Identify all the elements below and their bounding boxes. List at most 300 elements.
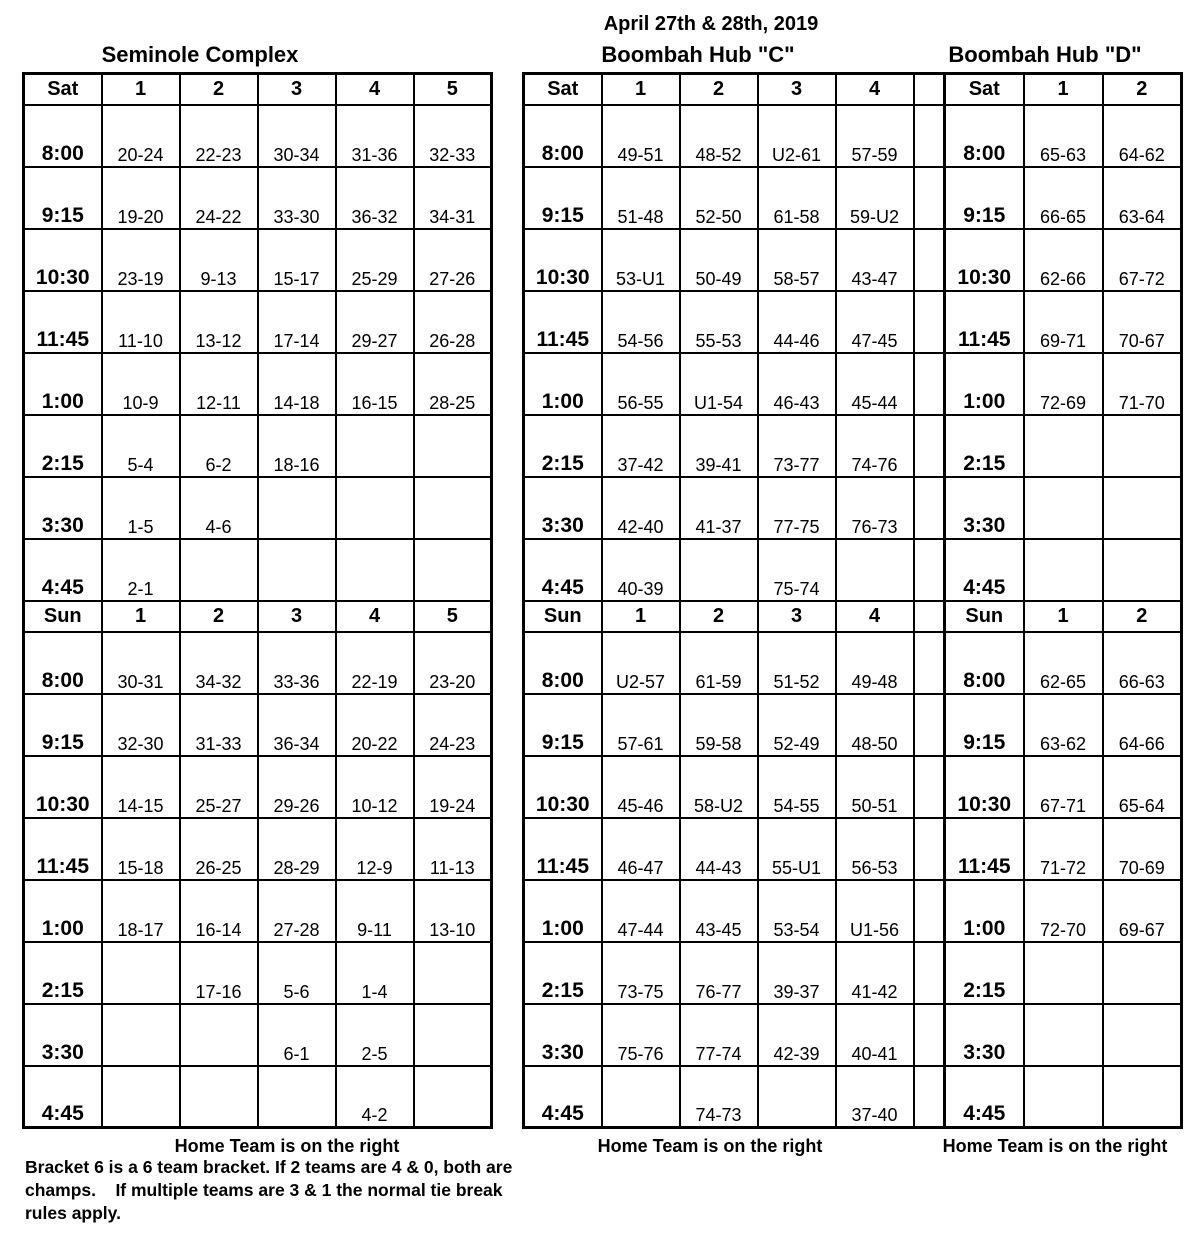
- matchup-cell: U2-57: [602, 632, 680, 694]
- matchup-cell: 52-50: [680, 167, 758, 229]
- matchup-cell: 29-27: [336, 291, 414, 353]
- matchup-cell: 48-52: [680, 105, 758, 167]
- matchup-cell: 54-56: [602, 291, 680, 353]
- court-header-cell: 2: [680, 601, 758, 632]
- schedule-row: [945, 1004, 1182, 1066]
- schedule-row: [524, 415, 945, 477]
- time-cell: 2:15: [945, 942, 1024, 1004]
- matchup-cell: 51-52: [758, 632, 836, 694]
- time-cell: 2:15: [24, 942, 102, 1004]
- matchup-cell: 49-48: [836, 632, 914, 694]
- matchup-cell: 16-14: [180, 880, 258, 942]
- schedule-row: [24, 477, 492, 539]
- court-header-cell: 3: [758, 74, 836, 105]
- schedule-row: [24, 353, 492, 415]
- matchup-cell: [1024, 477, 1103, 539]
- schedule-row: [524, 1066, 945, 1128]
- home-team-note-hub-d: Home Team is on the right: [942, 1136, 1168, 1156]
- matchup-cell: 10-9: [102, 353, 180, 415]
- matchup-cell: 40-41: [836, 1004, 914, 1066]
- schedule-row: [524, 229, 945, 291]
- time-cell: 9:15: [945, 167, 1024, 229]
- matchup-cell: 5-6: [258, 942, 336, 1004]
- matchup-cell: 29-26: [258, 756, 336, 818]
- matchup-cell: 23-19: [102, 229, 180, 291]
- bracket-rules-line: rules apply.: [25, 1203, 121, 1223]
- matchup-cell: [258, 477, 336, 539]
- schedule-row: [24, 694, 492, 756]
- court-header-cell: 5: [414, 601, 492, 632]
- matchup-cell: 15-17: [258, 229, 336, 291]
- date-title: April 27th & 28th, 2019: [603, 13, 819, 35]
- matchup-cell: 11-10: [102, 291, 180, 353]
- matchup-cell: 43-47: [836, 229, 914, 291]
- day-header-row: [945, 601, 1182, 632]
- matchup-cell: 56-53: [836, 818, 914, 880]
- matchup-cell: 28-29: [258, 818, 336, 880]
- matchup-cell: 2-1: [102, 539, 180, 601]
- matchup-cell: 46-43: [758, 353, 836, 415]
- time-cell: 10:30: [524, 229, 602, 291]
- matchup-cell: U2-61: [758, 105, 836, 167]
- time-cell: 3:30: [524, 1004, 602, 1066]
- spacer-cell: [914, 229, 945, 291]
- time-cell: 3:30: [945, 1004, 1024, 1066]
- day-label-cell: Sat: [945, 74, 1024, 105]
- matchup-cell: 6-1: [258, 1004, 336, 1066]
- matchup-cell: 69-71: [1024, 291, 1103, 353]
- time-cell: 4:45: [945, 1066, 1024, 1128]
- day-header-row: [24, 74, 492, 105]
- spacer-cell: [914, 818, 945, 880]
- matchup-cell: 51-48: [602, 167, 680, 229]
- court-header-cell: 4: [336, 601, 414, 632]
- matchup-cell: 71-70: [1103, 353, 1182, 415]
- schedule-table-seminole-complex: [22, 72, 493, 1129]
- court-header-cell: 1: [602, 601, 680, 632]
- time-cell: 10:30: [945, 756, 1024, 818]
- schedule-row: [24, 880, 492, 942]
- matchup-cell: 1-4: [336, 942, 414, 1004]
- time-cell: 4:45: [24, 1066, 102, 1128]
- matchup-cell: 22-23: [180, 105, 258, 167]
- matchup-cell: 13-12: [180, 291, 258, 353]
- matchup-cell: 62-66: [1024, 229, 1103, 291]
- matchup-cell: 30-31: [102, 632, 180, 694]
- spacer-cell: [914, 353, 945, 415]
- court-header-cell: 2: [1103, 74, 1182, 105]
- matchup-cell: 10-12: [336, 756, 414, 818]
- matchup-cell: 63-64: [1103, 167, 1182, 229]
- court-header-cell: 1: [1024, 601, 1103, 632]
- schedule-row: [945, 942, 1182, 1004]
- time-cell: 2:15: [24, 415, 102, 477]
- matchup-cell: [414, 1066, 492, 1128]
- court-header-cell: 3: [258, 601, 336, 632]
- spacer-cell: [914, 756, 945, 818]
- matchup-cell: 56-55: [602, 353, 680, 415]
- matchup-cell: 48-50: [836, 694, 914, 756]
- spacer-cell: [914, 694, 945, 756]
- schedule-table-boombah-hub-d: [943, 72, 1183, 1129]
- matchup-cell: 37-40: [836, 1066, 914, 1128]
- time-cell: 9:15: [524, 694, 602, 756]
- time-cell: 10:30: [945, 229, 1024, 291]
- matchup-cell: [336, 539, 414, 601]
- time-cell: 10:30: [524, 756, 602, 818]
- matchup-cell: 62-65: [1024, 632, 1103, 694]
- schedule-row: [524, 880, 945, 942]
- schedule-row: [524, 942, 945, 1004]
- matchup-cell: 66-63: [1103, 632, 1182, 694]
- time-cell: 9:15: [945, 694, 1024, 756]
- matchup-cell: 70-67: [1103, 291, 1182, 353]
- court-header-cell: 2: [180, 74, 258, 105]
- matchup-cell: 50-51: [836, 756, 914, 818]
- time-cell: 11:45: [524, 291, 602, 353]
- matchup-cell: 42-39: [758, 1004, 836, 1066]
- matchup-cell: 70-69: [1103, 818, 1182, 880]
- matchup-cell: [180, 1004, 258, 1066]
- schedule-row: [945, 632, 1182, 694]
- schedule-row: [524, 818, 945, 880]
- day-label-cell: Sat: [524, 74, 602, 105]
- matchup-cell: 6-2: [180, 415, 258, 477]
- matchup-cell: U1-56: [836, 880, 914, 942]
- time-cell: 4:45: [524, 539, 602, 601]
- spacer-cell: [914, 477, 945, 539]
- court-header-cell: 1: [602, 74, 680, 105]
- matchup-cell: [1024, 1066, 1103, 1128]
- matchup-cell: [602, 1066, 680, 1128]
- time-cell: 11:45: [945, 291, 1024, 353]
- matchup-cell: 52-49: [758, 694, 836, 756]
- matchup-cell: 13-10: [414, 880, 492, 942]
- matchup-cell: 28-25: [414, 353, 492, 415]
- schedule-row: [524, 353, 945, 415]
- time-cell: 11:45: [945, 818, 1024, 880]
- matchup-cell: 55-53: [680, 291, 758, 353]
- matchup-cell: 40-39: [602, 539, 680, 601]
- schedule-row: [945, 167, 1182, 229]
- matchup-cell: 11-13: [414, 818, 492, 880]
- matchup-cell: [836, 539, 914, 601]
- matchup-cell: [336, 477, 414, 539]
- schedule-row: [945, 353, 1182, 415]
- matchup-cell: 74-73: [680, 1066, 758, 1128]
- matchup-cell: 57-59: [836, 105, 914, 167]
- schedule-row: [945, 105, 1182, 167]
- matchup-cell: 61-59: [680, 632, 758, 694]
- matchup-cell: 20-22: [336, 694, 414, 756]
- matchup-cell: 26-25: [180, 818, 258, 880]
- spacer-cell: [914, 74, 945, 105]
- matchup-cell: 76-73: [836, 477, 914, 539]
- matchup-cell: 12-11: [180, 353, 258, 415]
- time-cell: 8:00: [945, 632, 1024, 694]
- time-cell: 1:00: [945, 880, 1024, 942]
- matchup-cell: 31-33: [180, 694, 258, 756]
- matchup-cell: 44-43: [680, 818, 758, 880]
- matchup-cell: 16-15: [336, 353, 414, 415]
- matchup-cell: 33-36: [258, 632, 336, 694]
- matchup-cell: 66-65: [1024, 167, 1103, 229]
- matchup-cell: 53-54: [758, 880, 836, 942]
- schedule-row: [945, 539, 1182, 601]
- court-header-cell: 4: [836, 601, 914, 632]
- matchup-cell: 32-33: [414, 105, 492, 167]
- matchup-cell: [1024, 1004, 1103, 1066]
- matchup-cell: 74-76: [836, 415, 914, 477]
- matchup-cell: 55-U1: [758, 818, 836, 880]
- matchup-cell: [180, 539, 258, 601]
- matchup-cell: 27-28: [258, 880, 336, 942]
- time-cell: 8:00: [524, 105, 602, 167]
- schedule-row: [945, 880, 1182, 942]
- matchup-cell: [258, 1066, 336, 1128]
- time-cell: 3:30: [24, 477, 102, 539]
- matchup-cell: 4-6: [180, 477, 258, 539]
- matchup-cell: 34-31: [414, 167, 492, 229]
- spacer-cell: [914, 167, 945, 229]
- schedule-row: [524, 167, 945, 229]
- schedule-row: [24, 167, 492, 229]
- matchup-cell: 36-34: [258, 694, 336, 756]
- matchup-cell: 77-75: [758, 477, 836, 539]
- day-label-cell: Sat: [24, 74, 102, 105]
- matchup-cell: 46-47: [602, 818, 680, 880]
- day-header-row: [524, 74, 945, 105]
- bracket-rules-line: champs. If multiple teams are 3 & 1 the normal tie break: [25, 1180, 503, 1200]
- time-cell: 9:15: [24, 167, 102, 229]
- time-cell: 1:00: [945, 353, 1024, 415]
- day-label-cell: Sun: [24, 601, 102, 632]
- schedule-row: [524, 1004, 945, 1066]
- matchup-cell: [336, 415, 414, 477]
- matchup-cell: [102, 1066, 180, 1128]
- schedule-row: [524, 539, 945, 601]
- schedule-table-boombah-hub-c: [522, 72, 946, 1129]
- time-cell: 1:00: [24, 353, 102, 415]
- court-header-cell: 2: [680, 74, 758, 105]
- matchup-cell: 14-15: [102, 756, 180, 818]
- court-header-cell: 2: [1103, 601, 1182, 632]
- time-cell: 4:45: [945, 539, 1024, 601]
- schedule-row: [24, 415, 492, 477]
- spacer-cell: [914, 880, 945, 942]
- matchup-cell: [258, 539, 336, 601]
- matchup-cell: 18-16: [258, 415, 336, 477]
- spacer-cell: [914, 1004, 945, 1066]
- court-header-cell: 4: [836, 74, 914, 105]
- spacer-cell: [914, 632, 945, 694]
- time-cell: 3:30: [24, 1004, 102, 1066]
- time-cell: 10:30: [24, 756, 102, 818]
- matchup-cell: 75-76: [602, 1004, 680, 1066]
- schedule-row: [945, 229, 1182, 291]
- matchup-cell: 53-U1: [602, 229, 680, 291]
- court-header-cell: 1: [102, 74, 180, 105]
- matchup-cell: 39-37: [758, 942, 836, 1004]
- schedule-row: [24, 1066, 492, 1128]
- time-cell: 8:00: [945, 105, 1024, 167]
- venue-title-seminole-complex: Seminole Complex: [101, 42, 299, 67]
- matchup-cell: 63-62: [1024, 694, 1103, 756]
- schedule-row: [524, 694, 945, 756]
- matchup-cell: [758, 1066, 836, 1128]
- matchup-cell: 59-58: [680, 694, 758, 756]
- schedule-row: [945, 818, 1182, 880]
- court-header-cell: 2: [180, 601, 258, 632]
- time-cell: 1:00: [524, 880, 602, 942]
- matchup-cell: [1024, 942, 1103, 1004]
- schedule-row: [24, 818, 492, 880]
- matchup-cell: [102, 942, 180, 1004]
- matchup-cell: 17-16: [180, 942, 258, 1004]
- matchup-cell: 14-18: [258, 353, 336, 415]
- venue-title-boombah-hub-d: Boombah Hub "D": [948, 42, 1142, 67]
- matchup-cell: [1103, 1066, 1182, 1128]
- matchup-cell: 65-63: [1024, 105, 1103, 167]
- spacer-cell: [914, 1066, 945, 1128]
- matchup-cell: [180, 1066, 258, 1128]
- court-header-cell: 3: [258, 74, 336, 105]
- matchup-cell: 23-20: [414, 632, 492, 694]
- matchup-cell: 33-30: [258, 167, 336, 229]
- matchup-cell: 19-24: [414, 756, 492, 818]
- matchup-cell: 69-67: [1103, 880, 1182, 942]
- matchup-cell: 25-29: [336, 229, 414, 291]
- time-cell: 10:30: [24, 229, 102, 291]
- time-cell: 2:15: [524, 942, 602, 1004]
- schedule-row: [24, 942, 492, 1004]
- matchup-cell: 24-22: [180, 167, 258, 229]
- schedule-row: [24, 1004, 492, 1066]
- matchup-cell: [414, 415, 492, 477]
- matchup-cell: 27-26: [414, 229, 492, 291]
- matchup-cell: U1-54: [680, 353, 758, 415]
- matchup-cell: 15-18: [102, 818, 180, 880]
- day-header-row: [945, 74, 1182, 105]
- schedule-row: [524, 756, 945, 818]
- matchup-cell: 45-46: [602, 756, 680, 818]
- matchup-cell: 22-19: [336, 632, 414, 694]
- matchup-cell: 58-U2: [680, 756, 758, 818]
- court-header-cell: 1: [1024, 74, 1103, 105]
- schedule-row: [524, 632, 945, 694]
- matchup-cell: 4-2: [336, 1066, 414, 1128]
- matchup-cell: 59-U2: [836, 167, 914, 229]
- schedule-row: [945, 477, 1182, 539]
- time-cell: 3:30: [945, 477, 1024, 539]
- schedule-row: [24, 291, 492, 353]
- time-cell: 8:00: [24, 105, 102, 167]
- matchup-cell: 30-34: [258, 105, 336, 167]
- matchup-cell: 54-55: [758, 756, 836, 818]
- schedule-row: [24, 229, 492, 291]
- schedule-row: [524, 477, 945, 539]
- time-cell: 8:00: [24, 632, 102, 694]
- spacer-cell: [914, 942, 945, 1004]
- schedule-row: [24, 632, 492, 694]
- day-header-row: [524, 601, 945, 632]
- home-team-note-hub-c: Home Team is on the right: [597, 1136, 823, 1156]
- matchup-cell: [1024, 539, 1103, 601]
- matchup-cell: [414, 1004, 492, 1066]
- matchup-cell: 44-46: [758, 291, 836, 353]
- matchup-cell: 5-4: [102, 415, 180, 477]
- matchup-cell: [1103, 942, 1182, 1004]
- bracket-rules-line: Bracket 6 is a 6 team bracket. If 2 teams are 4 & 0, both are: [25, 1157, 513, 1177]
- matchup-cell: 58-57: [758, 229, 836, 291]
- schedule-row: [524, 105, 945, 167]
- matchup-cell: 72-70: [1024, 880, 1103, 942]
- day-label-cell: Sun: [524, 601, 602, 632]
- matchup-cell: 43-45: [680, 880, 758, 942]
- matchup-cell: 1-5: [102, 477, 180, 539]
- time-cell: 2:15: [945, 415, 1024, 477]
- venue-title-boombah-hub-c: Boombah Hub "C": [601, 42, 795, 67]
- matchup-cell: 67-72: [1103, 229, 1182, 291]
- schedule-row: [945, 415, 1182, 477]
- matchup-cell: 18-17: [102, 880, 180, 942]
- home-team-note-seminole: Home Team is on the right: [174, 1136, 400, 1156]
- matchup-cell: [1103, 477, 1182, 539]
- time-cell: 4:45: [524, 1066, 602, 1128]
- time-cell: 11:45: [524, 818, 602, 880]
- court-header-cell: 3: [758, 601, 836, 632]
- matchup-cell: 34-32: [180, 632, 258, 694]
- matchup-cell: 20-24: [102, 105, 180, 167]
- spacer-cell: [914, 105, 945, 167]
- matchup-cell: 61-58: [758, 167, 836, 229]
- matchup-cell: 24-23: [414, 694, 492, 756]
- matchup-cell: [680, 539, 758, 601]
- matchup-cell: 32-30: [102, 694, 180, 756]
- matchup-cell: 9-11: [336, 880, 414, 942]
- schedule-row: [945, 1066, 1182, 1128]
- matchup-cell: 50-49: [680, 229, 758, 291]
- matchup-cell: 77-74: [680, 1004, 758, 1066]
- matchup-cell: 76-77: [680, 942, 758, 1004]
- spacer-cell: [914, 291, 945, 353]
- matchup-cell: 17-14: [258, 291, 336, 353]
- matchup-cell: 25-27: [180, 756, 258, 818]
- matchup-cell: [414, 477, 492, 539]
- matchup-cell: 64-66: [1103, 694, 1182, 756]
- schedule-row: [945, 694, 1182, 756]
- matchup-cell: [414, 539, 492, 601]
- time-cell: 4:45: [24, 539, 102, 601]
- matchup-cell: 72-69: [1024, 353, 1103, 415]
- matchup-cell: 49-51: [602, 105, 680, 167]
- matchup-cell: [1024, 415, 1103, 477]
- matchup-cell: 47-44: [602, 880, 680, 942]
- matchup-cell: 64-62: [1103, 105, 1182, 167]
- schedule-row: [524, 291, 945, 353]
- matchup-cell: [1103, 539, 1182, 601]
- schedule-row: [24, 105, 492, 167]
- matchup-cell: [414, 942, 492, 1004]
- schedule-row: [945, 291, 1182, 353]
- spacer-cell: [914, 415, 945, 477]
- matchup-cell: 26-28: [414, 291, 492, 353]
- matchup-cell: 42-40: [602, 477, 680, 539]
- matchup-cell: 71-72: [1024, 818, 1103, 880]
- matchup-cell: [1103, 415, 1182, 477]
- matchup-cell: 47-45: [836, 291, 914, 353]
- time-cell: 9:15: [524, 167, 602, 229]
